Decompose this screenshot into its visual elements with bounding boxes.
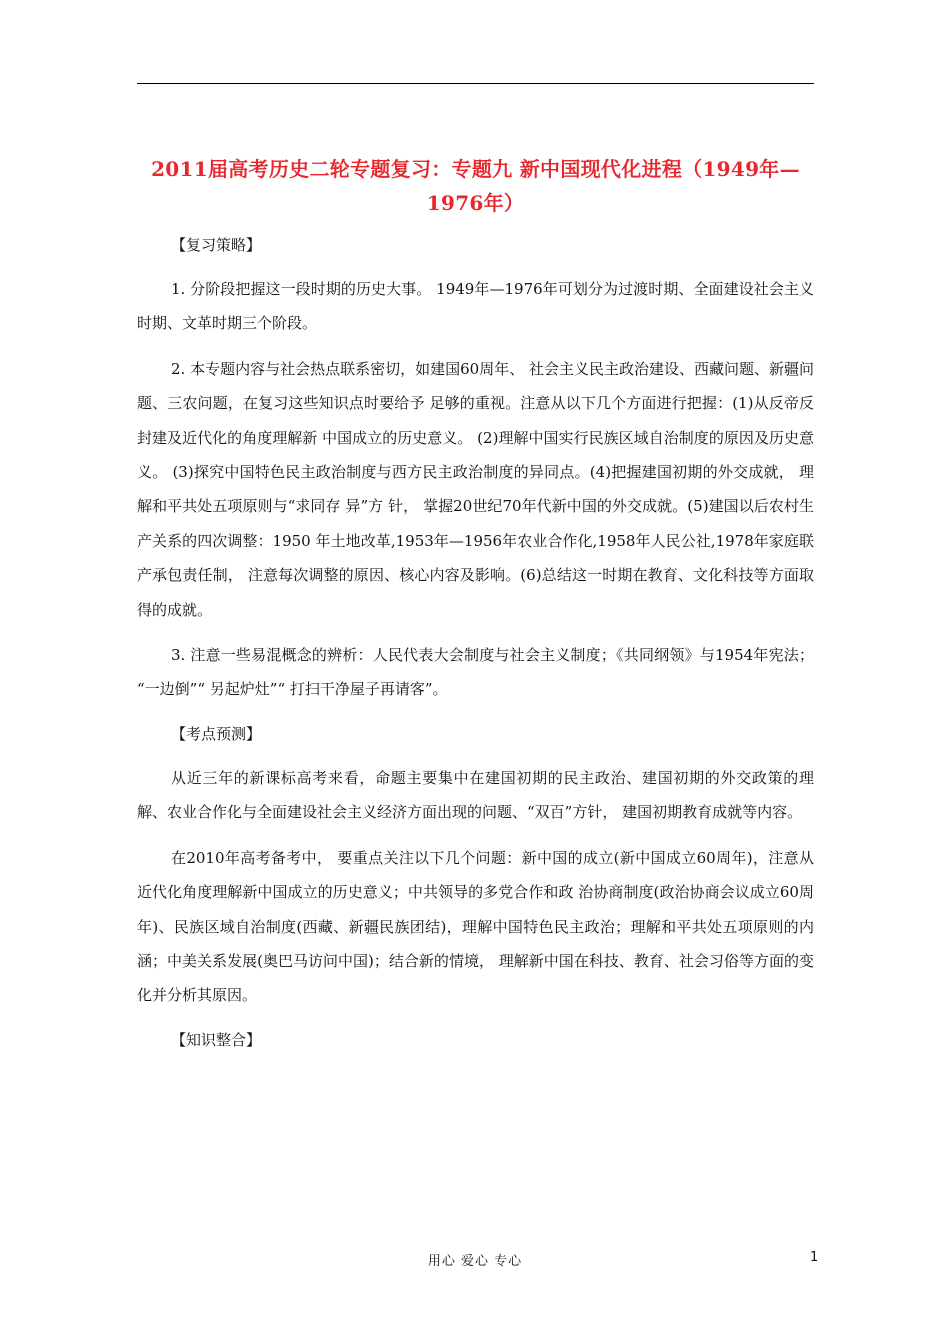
title-line-1: 2011届高考历史二轮专题复习：专题九 新中国现代化进程（1949年— bbox=[151, 157, 800, 181]
title-line-2: 1976年） bbox=[426, 191, 525, 215]
forecast-paragraph-1: 从近三年的新课标高考来看，命题主要集中在建国初期的民主政治、建国初期的外交政策的理解、农业合作化与全面建设社会主义经济方面出现的问题、“双百”方针， 建国初期教育成就等内容。 bbox=[137, 768, 814, 822]
footer-text: 用心 爱心 专心 bbox=[427, 1254, 523, 1269]
header-rule bbox=[137, 83, 814, 84]
forecast-heading: 【考点预测】 bbox=[171, 724, 262, 743]
document-body bbox=[137, 231, 814, 1054]
forecast-paragraph-2: 在2010年高考备考中， 要重点关注以下几个问题：新中国的成立(新中国成立60周年)，注意从近代化角度理解新中国成立的历史意义；中共领导的多党合作和政 治协商制度(政治协商会议成立60周年)、民族区域自治制度(西藏、新疆民族团结)，理解中国特色民主政治；理解和平共处五项原则的内涵；中美关系发展(奥巴马访问中国)；结合新的情境， 理解新中国在科技、教育、社会习俗等方面的变化并分析其原因。 bbox=[137, 848, 814, 1005]
page-number: 1 bbox=[810, 1250, 819, 1265]
strategy-paragraph-2: 2. 本专题内容与社会热点联系密切，如建国60周年、 社会主义民主政治建设、西藏问题、新疆问题、三农问题，在复习这些知识点时要给予 足够的重视。注意从以下几个方面进行把握：(1)从反帝反封建及近代化的角度理解新 中国成立的历史意义。 (2)理解中国实行民族区域自治制度的原因及历史意义。 (3)探究中国特色民主政治制度与西方民主政治制度的异同点。(4)把握建国初期的外交成就， 理解和平共处五项原则与“求同存 异”方 针， 掌握20世纪70年代新中国的外交成就。(5)建国以后农村生产关系的四次调整：1950 年土地改革,1953年—1956年农业合作化,1958年人民公社,1978年家庭联产承包责任制， 注意每次调整的原因、核心内容及影响。(6)总结这一时期在教育、文化科技等方面取得的成就。 bbox=[137, 359, 814, 619]
page-title bbox=[137, 152, 814, 220]
strategy-paragraph-3: 3. 注意一些易混概念的辨析：人民代表大会制度与社会主义制度；《共同纲领》与1954年宪法； “一边倒”“ 另起炉灶”“ 打扫干净屋子再请客”。 bbox=[137, 646, 814, 699]
knowledge-heading: 【知识整合】 bbox=[171, 1030, 262, 1049]
strategy-paragraph-1: 1. 分阶段把握这一段时期的历史大事。 1949年—1976年可划分为过渡时期、全面建设社会主义时期、文革时期三个阶段。 bbox=[137, 280, 814, 333]
strategy-heading: 【复习策略】 bbox=[171, 236, 262, 254]
